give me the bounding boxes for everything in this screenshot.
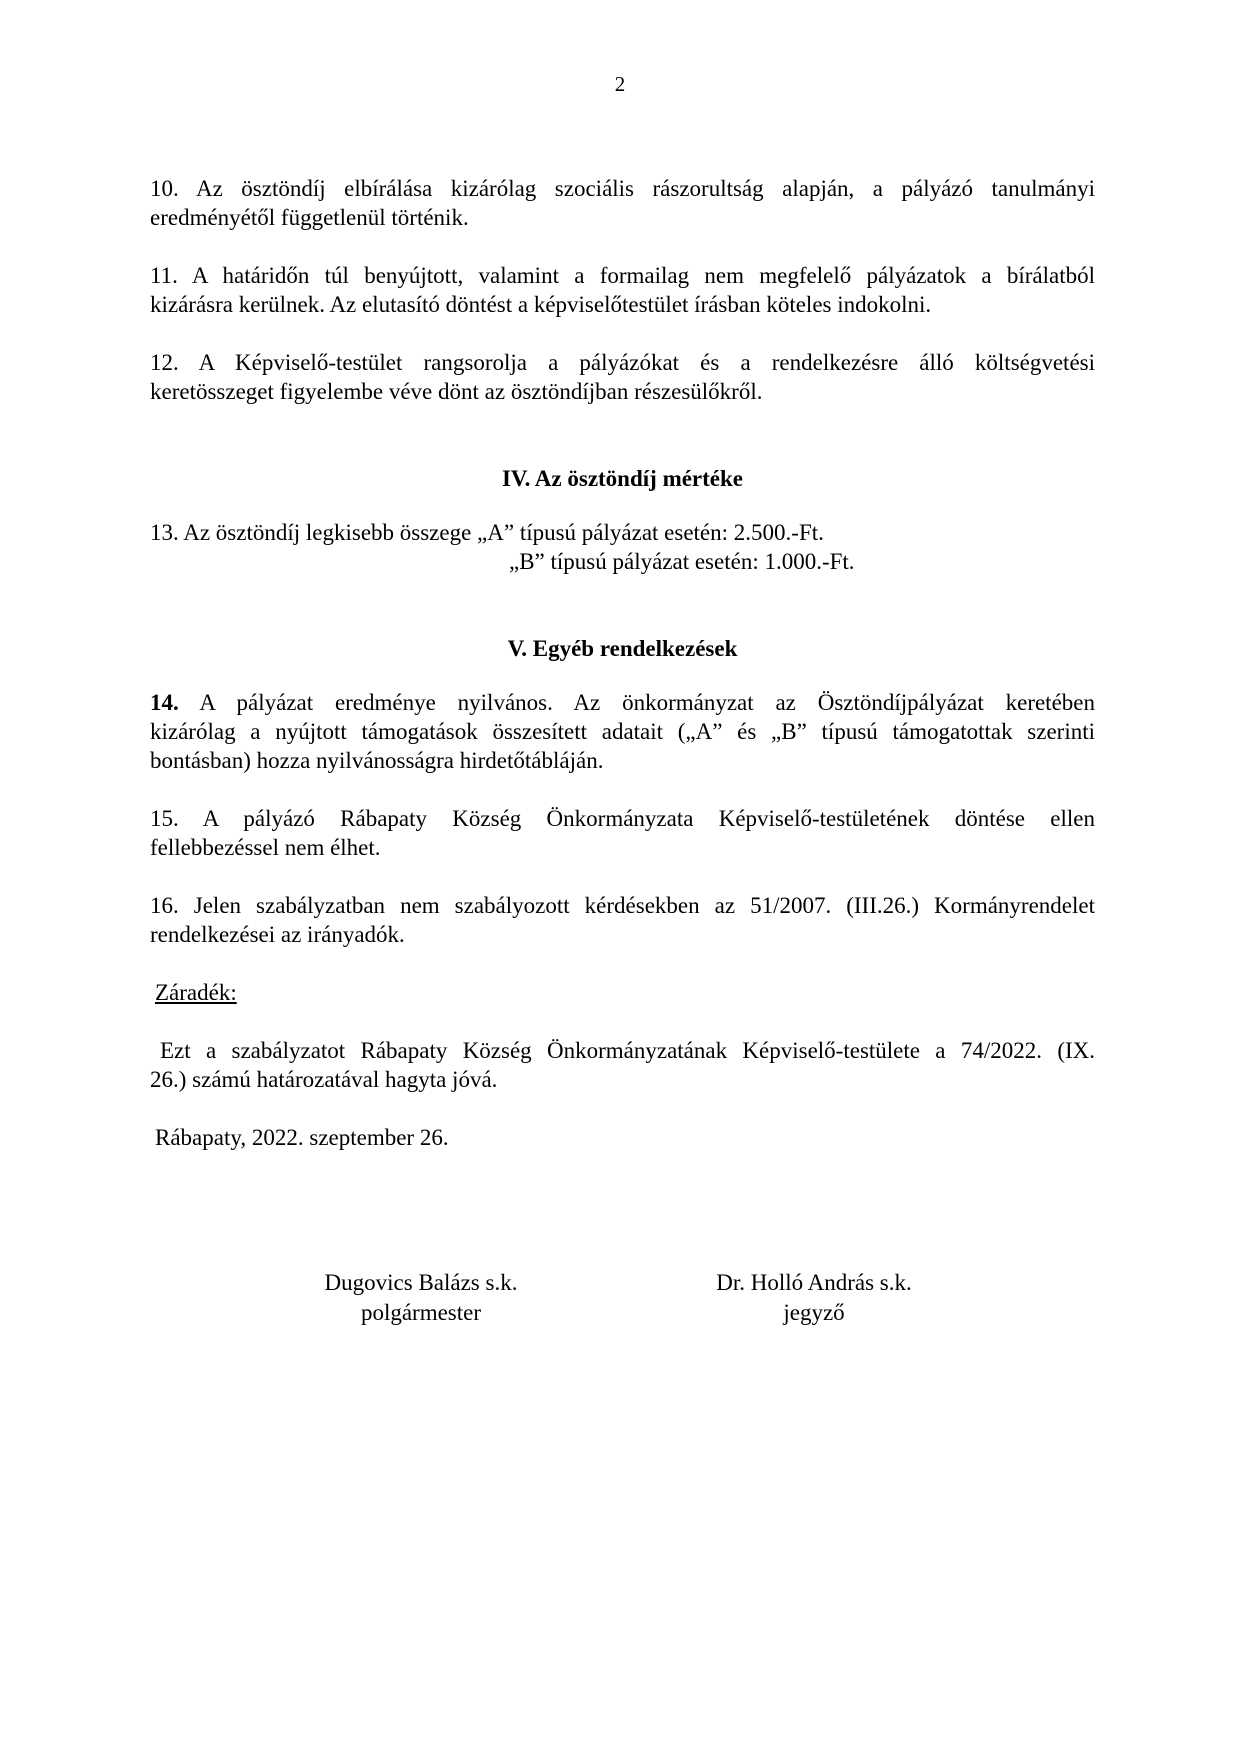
paragraph-line: 15. A pályázó Rábapaty Község Önkormányzata Képviselő-testületének döntése ellen bbox=[150, 806, 1095, 831]
signer-name: Dr. Holló András s.k. bbox=[716, 1270, 912, 1295]
signature-notary bbox=[704, 1268, 924, 1328]
clause-label-row bbox=[150, 978, 1095, 1007]
signature-mayor bbox=[316, 1268, 526, 1328]
signer-title: jegyző bbox=[783, 1300, 845, 1325]
paragraph-10 bbox=[150, 174, 1095, 232]
paragraph-13 bbox=[150, 518, 1095, 576]
amount-line-a: 13. Az ösztöndíj legkisebb összege „A” típusú pályázat esetén: 2.500.-Ft. bbox=[150, 520, 824, 545]
signer-title: polgármester bbox=[360, 1300, 482, 1325]
paragraph-line: kizárólag a nyújtott támogatások összesített adatait („A” és „B” típusú támogatottak szerinti bbox=[150, 719, 1095, 744]
section-heading-4: IV. Az ösztöndíj mértéke bbox=[501, 466, 744, 491]
paragraph-11 bbox=[150, 261, 1095, 319]
paragraph-line: 26.) számú határozatával hagyta jóvá. bbox=[150, 1067, 498, 1092]
paragraph-line: rendelkezései az irányadók. bbox=[150, 922, 405, 947]
paragraph-line: 10. Az ösztöndíj elbírálása kizárólag szociális rászorultság alapján, a pályázó tanulmányi bbox=[150, 176, 1095, 201]
clause-label: Záradék: bbox=[155, 980, 237, 1005]
paragraph-line: keretösszeget figyelembe véve dönt az ösztöndíjban részesülőkről. bbox=[150, 379, 763, 404]
paragraph-line: bontásban) hozza nyilvánosságra hirdetőtábláján. bbox=[150, 748, 604, 773]
amount-line-b: „B” típusú pályázat esetén: 1.000.-Ft. bbox=[509, 549, 855, 574]
paragraph-line: Ezt a szabályzatot Rábapaty Község Önkormányzatának Képviselő-testülete a 74/2022. (IX. bbox=[160, 1038, 1095, 1063]
paragraph-number: 14. bbox=[150, 690, 179, 715]
paragraph-text: A pályázat eredménye nyilvános. Az önkormányzat az Ösztöndíjpályázat keretében bbox=[178, 690, 1095, 715]
clause-text bbox=[150, 1036, 1095, 1094]
document-body bbox=[150, 174, 1095, 1181]
paragraph-line: eredményétől függetlenül történik. bbox=[150, 205, 469, 230]
paragraph-14 bbox=[150, 688, 1095, 775]
paragraph-12 bbox=[150, 348, 1095, 406]
place-date: Rábapaty, 2022. szeptember 26. bbox=[155, 1125, 449, 1150]
paragraph-line bbox=[150, 688, 1095, 717]
section-heading-5: V. Egyéb rendelkezések bbox=[507, 636, 738, 661]
paragraph-line: kizárásra kerülnek. Az elutasító döntést a képviselőtestület írásban köteles indokolni. bbox=[150, 292, 932, 317]
signer-name: Dugovics Balázs s.k. bbox=[324, 1270, 518, 1295]
paragraph-15 bbox=[150, 804, 1095, 862]
paragraph-line: fellebbezéssel nem élhet. bbox=[150, 835, 381, 860]
page-number: 2 bbox=[614, 72, 626, 96]
paragraph-line: 12. A Képviselő-testület rangsorolja a pályázókat és a rendelkezésre álló költségvetési bbox=[150, 350, 1095, 375]
paragraph-16 bbox=[150, 891, 1095, 949]
paragraph-line: 16. Jelen szabályzatban nem szabályozott kérdésekben az 51/2007. (III.26.) Kormányrendelet bbox=[150, 893, 1095, 918]
paragraph-line: 11. A határidőn túl benyújtott, valamint a formailag nem megfelelő pályázatok a bírálatból bbox=[150, 263, 1095, 288]
